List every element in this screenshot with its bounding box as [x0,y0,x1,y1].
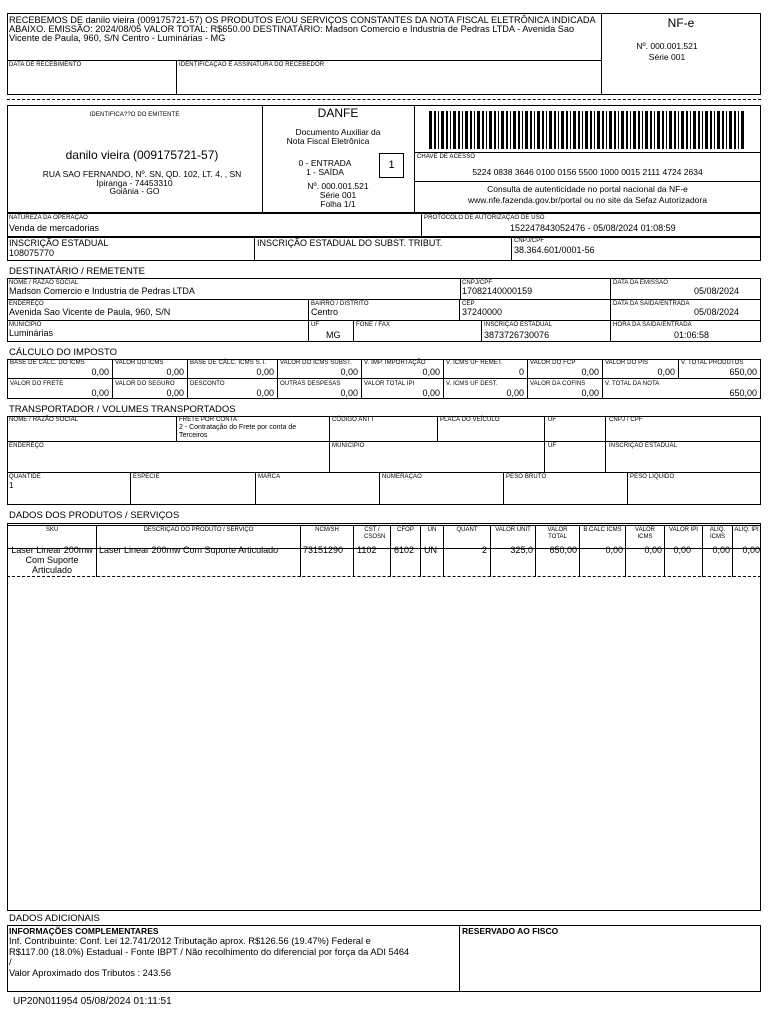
receipt-nfe-title: NF-e [667,16,695,30]
ie-st-label: INSCRIÇÃO ESTADUAL DO SUBST. TRIBUT. [257,238,443,248]
tax-cell: VALOR DO PIS 0,00 [602,359,679,379]
receipt-text: RECEBEMOS DE danilo vieira (009175721-57) OS PRODUTOS E/OU SERVIÇOS CONSTANTES DA NOTA FISCAL ELETRÔNICA INDICADA ABAIXO. EMISSÃO: 2024/08/05 VALOR TOTAL: R$650.00 DESTINATÁRIO: Madson Comercio e Industria de Pedras LTDA - Avenida Sao Vicente de Paula, 960, S/N Centro - Luminárias - MG [9,15,596,43]
danfe-exit: 1 - SAÍDA [306,167,344,177]
rec-cep-value: 37240000 [462,307,503,317]
rec-exit-date-label: DATA DA SAÍDA/ENTRADA [613,301,690,307]
ie-label: INSCRIÇÃO ESTADUAL [9,238,109,248]
tr-cnpj-label: CNPJ / CPF [609,417,643,423]
rec-address-label: ENDEREÇO [9,301,44,307]
tax-section: CÁLCULO DO IMPOSTO [9,347,118,358]
cell-desc: Laser Linear 200mw Com Suporte Articulado [99,545,279,555]
th-desc: DESCRIÇÃO DO PRODUTO / SERVIÇO [96,525,301,549]
nature-label: NATUREZA DA OPERAÇÃO [9,215,88,221]
danfe-type-value: 1 [388,159,395,171]
tax-cell: BASE DE CÁLC. DO ICMS 0,00 [7,359,113,379]
nature-value: Venda de mercadorias [9,223,100,233]
rec-exit-time-value: 01:06:58 [673,330,709,340]
rec-cnpj-value: 17082140000159 [462,286,533,296]
rec-city-value: Luminárias [9,328,54,338]
tr-species-label: ESPÉCIE [133,474,160,480]
tax-cell: V. TOTAL DA NOTA 650,00 [602,378,761,399]
rec-phone-label: FONE / FAX [356,322,391,328]
emitter-cnpj-value: 38.364.601/0001-56 [514,245,595,255]
transport-section: TRANSPORTADOR / VOLUMES TRANSPORTADOS [9,404,236,415]
tr-antt-label: CÓDIGO ANTT [332,417,375,423]
tax-cell: V. IMP. IMPORTAÇÃO 0,00 [361,359,444,379]
info-title: INFORMAÇÕES COMPLEMENTARES [9,926,159,936]
emitter-address1: RUA SAO FERNANDO, Nº. SN, QD. 102, LT. 4, , SN [42,169,242,179]
cell-un: UN [424,545,437,555]
tr-brand-label: MARCA [258,474,281,480]
cell-bc-icms: 0,00 [605,545,623,555]
tax-cell: VALOR DO ICMS SUBST. 0,00 [277,359,362,379]
tr-freight-value1: 2 - Contratação do Frete por conta de [179,424,297,431]
rec-city-label: MUNICÍPIO [9,322,42,328]
tr-uf2-label: UF [548,443,557,449]
cell-sku: Laser Linear 200mw Com Suporte Articulado [11,545,93,575]
emitter-address2: Ipiranga - 74453310 [96,178,173,188]
danfe-subtitle1: Documento Auxiliar da [295,127,381,137]
tax-cell: VALOR DO SEGURO 0,00 [112,378,188,399]
rec-ie-value: 3873726730076 [484,330,550,340]
tax-cell: V. TOTAL PRODUTOS 650,00 [678,359,761,379]
cut-line [7,99,761,100]
th-icms: VALOR ICMS [625,525,665,549]
protocol-label: PROTOCOLO DE AUTORIZAÇÃO DE USO [424,215,545,221]
rec-address-value: Avenida Sao Vicente de Paula, 960, S/N [9,307,171,317]
info-body: Inf. Contribuinte: Conf. Lei 12.741/2012 Tributação aprox. R$126.56 (19.47%) Federal e R$117.00 (18.0%) Estadual - Fonte IBPT / Não recolhimento do diferencial por força da ADI 5464 / Valor Aproximado dos Tributos : 243.56 [9,936,410,978]
danfe-entry: 0 - ENTRADA [298,158,352,168]
danfe-series: Série 001 [319,190,357,200]
tr-net-label: PESO LÍQUIDO [630,474,675,480]
th-bc-icms: B.CÁLC ICMS [579,525,626,549]
tr-gross-label: PESO BRUTO [506,474,547,480]
emitter-name: danilo vieira (009175721-57) [65,148,219,162]
tr-freight-label: FRETE POR CONTA [179,417,238,423]
consult-line2: www.nfe.fazenda.gov.br/portal ou no site da Sefaz Autorizadora [468,195,707,205]
th-qty: QUANT [443,525,491,549]
th-sku: SKU [7,525,97,549]
tax-cell: VALOR DO FCP 0,00 [527,359,603,379]
rec-cep-label: CEP [462,301,475,307]
danfe-subtitle2: Nota Fiscal Eletrônica [286,136,370,146]
cell-unit: 325,0 [510,545,533,555]
recipient-section: DESTINATÁRIO / REMETENTE [9,266,146,277]
barcode [429,111,747,149]
products-section: DADOS DOS PRODUTOS / SERVIÇOS [9,510,180,521]
tr-uf-label: UF [548,417,557,423]
th-ncm: NCM/SH [300,525,354,549]
rec-ie-label: INSCRIÇÃO ESTADUAL [484,322,553,328]
rec-uf-label: UF [311,322,320,328]
footer-text: UP20N011954 05/08/2024 01:11:51 [13,996,172,1007]
receipt-signature-label: IDENTIFICAÇÃO E ASSINATURA DO RECEBEDOR [179,62,325,68]
tr-qty-value: 1 [9,481,14,490]
receipt-nfe-series: Série 001 [648,52,686,62]
rec-cnpj-label: CNPJ/CPF [462,280,493,286]
th-ipi: VALOR IPI [664,525,703,549]
receipt-date-label: DATA DE RECEBIMENTO [9,62,82,68]
reserved-label: RESERVADO AO FISCO [462,926,559,936]
tax-cell: VALOR DO FRETE 0,00 [7,378,113,399]
th-cfop: CFOP [390,525,421,549]
rec-exit-date-value: 05/08/2024 [693,307,739,317]
access-key: 5224 0838 3646 0100 0156 5500 1000 0015 2111 4724 2634 [472,167,703,177]
consult-line1: Consulta de autenticidade no portal nacional da NF-e [487,184,688,194]
th-un: UN [420,525,444,549]
tr-name-label: NOME / RAZÃO SOCIAL [9,417,79,423]
tax-cell: VALOR DO ICMS 0,00 [112,359,188,379]
access-key-label: CHAVE DE ACESSO [417,154,476,160]
tax-cell: DESCONTO 0,00 [187,378,278,399]
cell-cst: 1102 [357,545,377,555]
danfe-sheet: Folha 1/1 [320,199,356,209]
th-total: VALOR TOTAL [535,525,580,549]
th-unit: VALOR UNIT [490,525,536,549]
cell-ipi: 0,00 [673,545,691,555]
th-cst: CST / CSOSN [353,525,391,549]
th-aliq-icms: ALÍQ. ICMS [702,525,733,549]
tr-qty-label: QUANTIDE [9,474,41,480]
rec-emission-value: 05/08/2024 [693,286,739,296]
tax-cell: VALOR TOTAL IPI 0,00 [361,378,444,399]
receipt-nfe-number: Nº. 000.001.521 [636,41,698,51]
tax-cell: BASE DE CÁLC. ICMS S.T. 0,00 [187,359,278,379]
cell-cfop: 6102 [394,545,415,555]
cell-aliq-icms: 0,00 [712,545,730,555]
rec-exit-time-label: HORA DA SAÍDA/ENTRADA [613,322,692,328]
tax-cell: V. ICMS UF DEST. 0,00 [443,378,528,399]
tax-cell: V. ICMS UF REMET. 0 [443,359,528,379]
additional-section: DADOS ADICIONAIS [9,913,100,924]
rec-uf-value: MG [326,330,341,340]
tr-ie-label: INSCRIÇÃO ESTADUAL [609,443,678,449]
cell-total: 650,00 [549,545,577,555]
tr-address-label: ENDEREÇO [9,443,44,449]
tr-plate-label: PLACA DO VEÍCULO [440,417,500,423]
tr-freight-value2: Terceiros [179,432,208,439]
emitter-address3: Goiânia - GO [109,186,160,196]
cell-ncm: 73151290 [303,545,344,555]
cell-aliq-ipi: 0,00 [742,545,760,555]
rec-emission-label: DATA DA EMISSÃO [613,280,668,286]
emitter-cnpj-label: CNPJ/CPF [514,238,545,244]
tax-cell: VALOR DA COFINS 0,00 [527,378,603,399]
tr-numbering-label: NUMERAÇÃO [382,474,422,480]
rec-name-label: NOME / RAZÃO SOCIAL [9,280,79,286]
tr-city-label: MUNICÍPIO [332,443,365,449]
th-aliq-ipi: ALÍQ. IPI [732,525,761,549]
products-table [7,523,761,911]
tax-cell: OUTRAS DESPESAS 0,00 [277,378,362,399]
danfe-title: DANFE [317,106,359,120]
rec-district-value: Centro [311,307,339,317]
cell-icms: 0,00 [644,545,662,555]
emitter-label: IDENTIFICA??O DO EMITENTE [89,112,180,118]
ie-value: 108075770 [9,248,55,258]
rec-district-label: BAIRRO / DISTRITO [311,301,369,307]
cell-qty: 2 [481,545,487,555]
danfe-number: Nº. 000.001.521 [307,181,369,191]
protocol-value: 152247843052476 - 05/08/2024 01:08:59 [510,223,676,233]
rec-name-value: Madson Comercio e Industria de Pedras LTDA [9,286,195,296]
